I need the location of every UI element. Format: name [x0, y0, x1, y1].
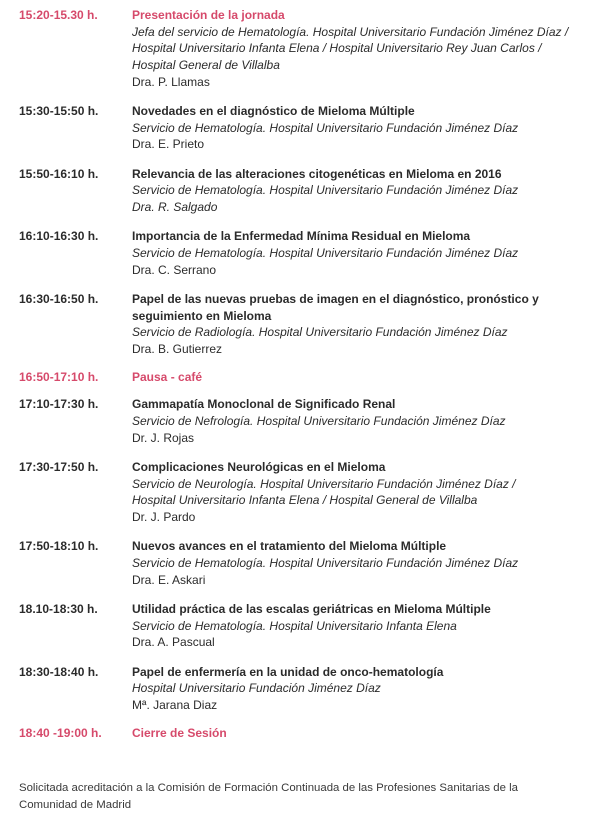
affiliation-line: Jefa del servicio de Hematología. Hospital Universitario Fundación Jiménez Díaz / — [132, 24, 569, 39]
speaker-name: Dra. B. Gutierrez — [132, 341, 223, 356]
affiliation-line: Servicio de Hematología. Hospital Universitario Infanta Elena — [132, 618, 457, 633]
session-title: Pausa - café — [132, 369, 203, 384]
speaker-name: Dra. R. Salgado — [132, 200, 218, 215]
session-content — [132, 725, 579, 742]
speaker-name: Dr. J. Pardo — [132, 510, 196, 525]
time-slot: 17:30-17:50 h. — [19, 459, 99, 474]
time-slot: 15:30-15:50 h. — [19, 104, 99, 119]
session-title: Cierre de Sesión — [132, 725, 227, 740]
affiliation-line: Hospital Universitario Infanta Elena / Hospital General de Villalba — [132, 493, 478, 508]
time-slot: 17:50-18:10 h. — [19, 539, 99, 554]
time-slot: 18:30-18:40 h. — [19, 664, 99, 679]
affiliation-line: Servicio de Hematología. Hospital Universitario Fundación Jiménez Díaz — [132, 555, 519, 570]
speaker-name: Dra. E. Prieto — [132, 137, 205, 152]
affiliation-line: Servicio de Neurología. Hospital Universitario Fundación Jiménez Díaz / — [132, 476, 516, 491]
session-content — [132, 396, 579, 446]
time-slot: 17:10-17:30 h. — [19, 397, 99, 412]
session-title: Gammapatía Monoclonal de Significado Renal — [132, 397, 396, 412]
agenda-item — [19, 396, 579, 446]
agenda-item — [19, 601, 579, 651]
session-content — [132, 291, 579, 358]
agenda-item — [19, 291, 579, 358]
speaker-name: Dr. J. Rojas — [132, 430, 195, 445]
session-title: Nuevos avances en el tratamiento del Mieloma Múltiple — [132, 539, 447, 554]
session-content — [132, 7, 579, 91]
affiliation-line: Servicio de Hematología. Hospital Universitario Fundación Jiménez Díaz — [132, 183, 519, 198]
time-slot: 18:40 -19:00 h. — [19, 725, 102, 740]
time-slot: 15:20-15.30 h. — [19, 8, 98, 22]
agenda-item — [19, 103, 579, 153]
session-title: Papel de las nuevas pruebas de imagen en el diagnóstico, pronóstico y — [132, 291, 539, 306]
agenda-item — [19, 7, 579, 91]
session-title: Papel de enfermería en la unidad de onco-hematología — [132, 664, 444, 679]
session-content — [132, 601, 579, 651]
time-slot: 15:50-16:10 h. — [19, 166, 99, 181]
time-slot: 16:10-16:30 h. — [19, 229, 99, 244]
affiliation-line: Servicio de Nefrología. Hospital Universitario Fundación Jiménez Díaz — [132, 414, 506, 429]
time-slot: 16:30-16:50 h. — [19, 291, 99, 306]
session-title: Complicaciones Neurológicas en el Mieloma — [132, 459, 386, 474]
agenda-item-break — [19, 369, 579, 386]
speaker-name: Dra. A. Pascual — [132, 635, 215, 650]
speaker-name: Dra. P. Llamas — [132, 74, 210, 89]
agenda-item — [19, 664, 579, 714]
session-title: Relevancia de las alteraciones citogenéticas en Mieloma en 2016 — [132, 166, 502, 181]
session-content — [132, 103, 579, 153]
agenda-item-closing — [19, 725, 579, 742]
session-content — [132, 166, 579, 216]
agenda-item — [19, 459, 579, 526]
affiliation-line: Servicio de Hematología. Hospital Universitario Fundación Jiménez Díaz — [132, 245, 519, 260]
speaker-name: Dra. E. Askari — [132, 572, 206, 587]
time-slot: 16:50-17:10 h. — [19, 369, 99, 384]
session-title: Utilidad práctica de las escalas geriátricas en Mieloma Múltiple — [132, 601, 491, 616]
session-content — [132, 228, 579, 278]
agenda-item — [19, 166, 579, 216]
affiliation-line: Hospital Universitario Infanta Elena / Hospital Universitario Rey Juan Carlos / — [132, 41, 542, 56]
speaker-name: Mª. Jarana Diaz — [132, 697, 218, 712]
session-content — [132, 459, 579, 526]
affiliation-line: Servicio de Hematología. Hospital Universitario Fundación Jiménez Díaz — [132, 120, 519, 135]
agenda-item — [19, 228, 579, 278]
session-title: Novedades en el diagnóstico de Mieloma Múltiple — [132, 104, 415, 119]
affiliation-line: Servicio de Radiología. Hospital Universitario Fundación Jiménez Díaz — [132, 325, 508, 340]
program-list — [19, 7, 579, 741]
agenda-item — [19, 538, 579, 588]
session-title: Importancia de la Enfermedad Mínima Residual en Mieloma — [132, 229, 471, 244]
time-slot: 18.10-18:30 h. — [19, 601, 98, 616]
session-title: seguimiento en Mieloma — [132, 308, 272, 323]
affiliation-line: Hospital General de Villalba — [132, 58, 280, 73]
session-content — [132, 664, 579, 714]
session-content — [132, 369, 579, 386]
session-content — [132, 538, 579, 588]
speaker-name: Dra. C. Serrano — [132, 262, 217, 277]
affiliation-line: Hospital Universitario Fundación Jiménez Díaz — [132, 681, 381, 696]
session-title: Presentación de la jornada — [132, 8, 285, 22]
accreditation-note: Solicitada acreditación a la Comisión de Formación Continuada de las Profesiones Sanitarias de la Comunidad de Madrid — [19, 782, 518, 811]
